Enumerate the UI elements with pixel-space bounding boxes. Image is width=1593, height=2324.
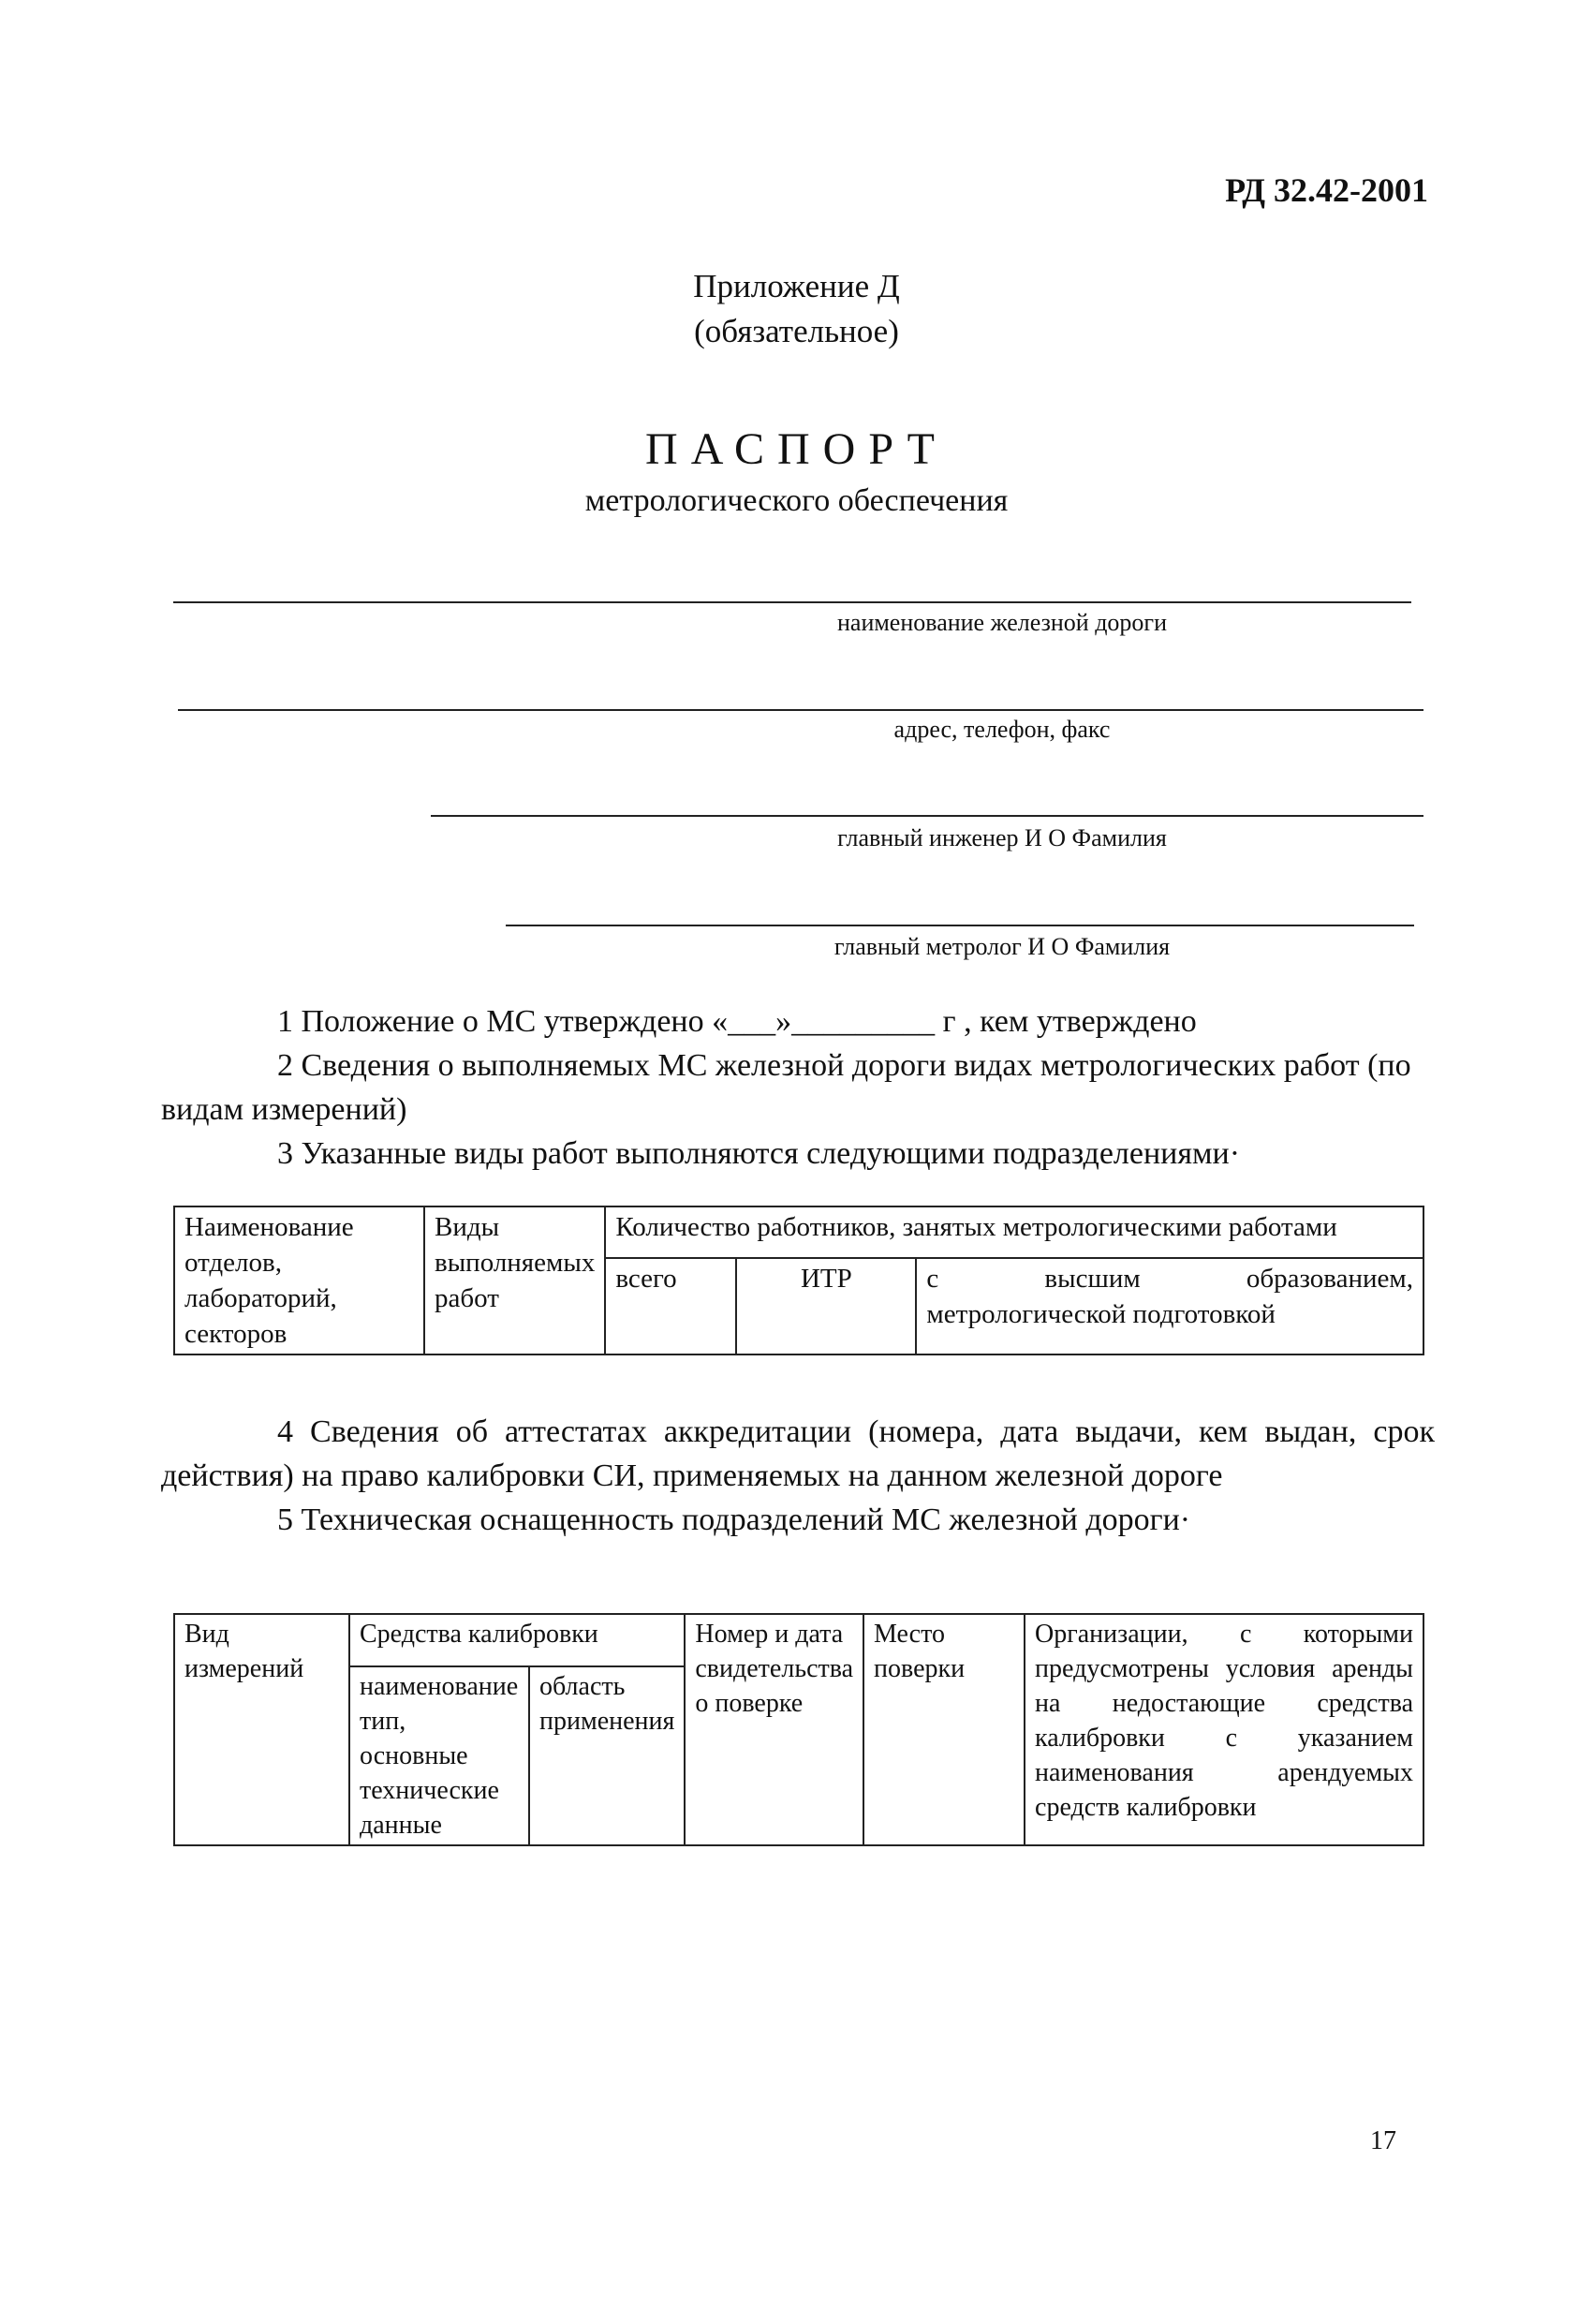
railway-name-line xyxy=(173,601,1411,603)
item-4: 4 Сведения об аттестатах аккредитации (номера, дата выдачи, кем выдан, срок действия) на право калибровки СИ, применяемых на данном железной дороге xyxy=(161,1414,1435,1493)
railway-name-caption: наименование железной дороги xyxy=(836,609,1167,636)
item-1: 1 Положение о МС утверждено «___»_________ г , кем утверждено xyxy=(277,1004,1197,1039)
appendix-title: Приложение Д xyxy=(693,268,900,304)
chief-metrologist-line xyxy=(506,925,1414,926)
table1-sub-itr: ИТР xyxy=(736,1258,916,1354)
item-3: 3 Указанные виды работ выполняются следующими подразделениями· xyxy=(277,1136,1241,1171)
items-block-2 xyxy=(161,1410,1435,1542)
table1-header-departments: Наименование отделов, лабораторий, секторов xyxy=(174,1206,424,1354)
table-row xyxy=(174,1614,1423,1666)
appendix-note: (обязательное) xyxy=(694,313,899,349)
chief-metrologist-caption: главный метролог И О Фамилия xyxy=(833,933,1171,960)
passport-title: ПАСПОРТ xyxy=(645,424,948,474)
chief-engineer-caption: главный инженер И О Фамилия xyxy=(837,824,1167,851)
equipment-table xyxy=(173,1613,1424,1846)
item-5: 5 Техническая оснащенность подразделений МС железной дороги· xyxy=(277,1502,1191,1537)
items-block-1 xyxy=(161,999,1435,1176)
table2-sub-application-area: область применения xyxy=(529,1666,685,1845)
table2-header-measurement-type: Вид измерений xyxy=(174,1614,349,1845)
table1-sub-total: всего xyxy=(605,1258,736,1354)
table-row xyxy=(174,1206,1423,1258)
item-2: 2 Сведения о выполняемых МС железной дороги видах метрологических работ (по видам измерений) xyxy=(161,1048,1411,1127)
page-number: 17 xyxy=(1370,2126,1396,2155)
table2-sub-name-type: наименование тип, основные технические данные xyxy=(349,1666,529,1845)
passport-subtitle: метрологического обеспечения xyxy=(584,483,1009,518)
table2-header-certificate: Номер и дата свидетельства о поверке xyxy=(685,1614,863,1845)
table2-header-calibration-means: Средства калибровки xyxy=(349,1614,685,1666)
staff-table xyxy=(173,1206,1424,1355)
table2-header-organizations: Организации, с которыми предусмотрены условия аренды на недостающие средства калибровки с указанием наименования арендуемых средств калибровки xyxy=(1025,1614,1423,1845)
table1-sub-higher-education: с высшим образованием, метрологической подготовкой xyxy=(916,1258,1423,1354)
table1-header-work-types: Виды выполняемых работ xyxy=(424,1206,605,1354)
table2-header-verification-place: Место поверки xyxy=(863,1614,1025,1845)
appendix-heading xyxy=(0,264,1593,354)
address-caption: адрес, телефон, факс xyxy=(893,716,1111,743)
table1-header-staff-count: Количество работников, занятых метрологическими работами xyxy=(605,1206,1423,1258)
document-code: РД 32.42-2001 xyxy=(1225,171,1428,209)
address-line xyxy=(178,709,1423,711)
chief-engineer-line xyxy=(431,815,1423,817)
